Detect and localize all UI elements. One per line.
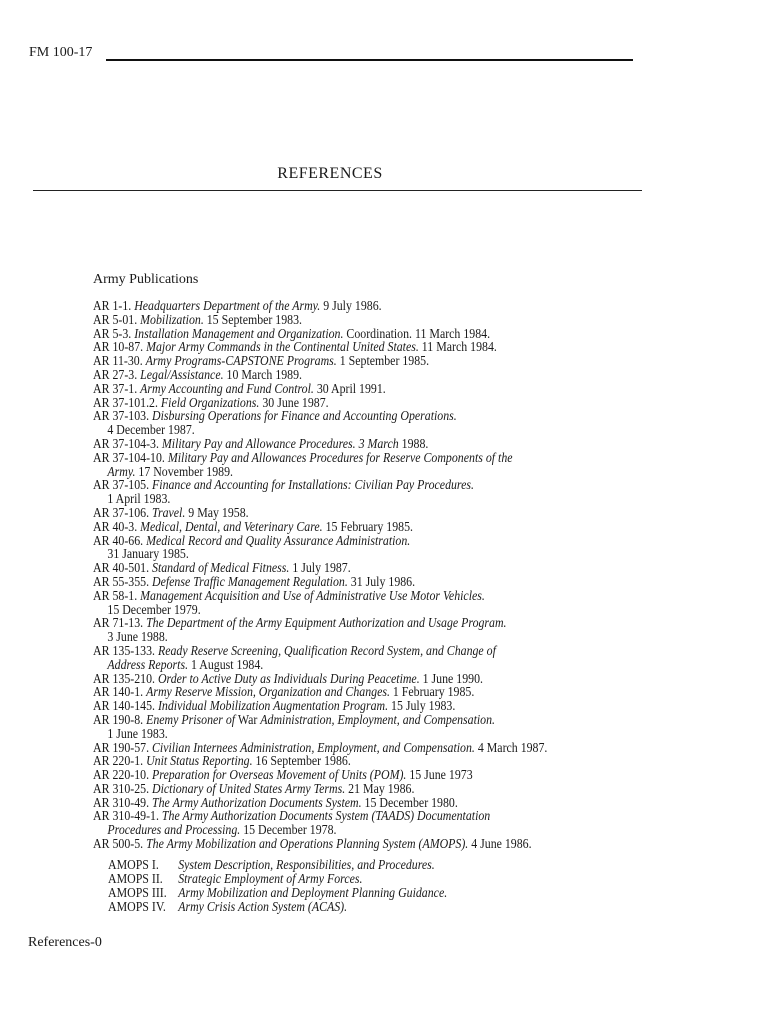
reference-date: 30 April 1991. xyxy=(313,380,386,396)
reference-date: 1 June 1983. xyxy=(107,725,168,741)
reference-entry xyxy=(93,672,561,686)
reference-title: Travel. xyxy=(152,504,186,520)
reference-number: AR 40-66. xyxy=(93,532,147,548)
reference-date: 31 January 1985. xyxy=(107,546,189,562)
reference-title: Major Army Commands in the Continental United States. xyxy=(146,339,419,355)
reference-number: AR 37-103. xyxy=(93,408,153,424)
reference-date: 15 February 1985. xyxy=(322,518,413,534)
reference-title: Medical, Dental, and Veterinary Care. xyxy=(140,518,323,534)
reference-title: Civilian Internees Administration, Employment, and Compensation. xyxy=(152,739,475,755)
reference-entry xyxy=(93,437,561,451)
reference-continuation xyxy=(93,603,561,617)
amops-entry xyxy=(108,858,447,872)
reference-number: AR 310-25. xyxy=(93,780,153,796)
reference-title: Military Pay and Allowance Procedures. 3 March xyxy=(161,435,399,451)
reference-date: 1 June 1990. xyxy=(419,670,483,686)
reference-title: Individual Mobilization Augmentation Program. xyxy=(157,698,389,714)
amops-sublist xyxy=(108,858,485,914)
amops-title: Army Crisis Action System (ACAS). xyxy=(178,899,348,914)
reference-entry xyxy=(93,699,561,713)
reference-title: Disbursing Operations for Finance and Accounting Operations. xyxy=(152,408,457,424)
reference-entry xyxy=(93,354,561,368)
reference-date: 1 April 1983. xyxy=(107,491,171,507)
reference-title: Military Pay and Allowances Procedures for Reserve Components of the xyxy=(167,449,513,465)
reference-title: Headquarters Department of the Army. xyxy=(134,298,321,313)
reference-title: The Army Authorization Documents System (TAADS) Documentation xyxy=(161,808,491,824)
reference-number: AR 37-104-3. xyxy=(93,435,162,451)
reference-title: Field Organizations. xyxy=(160,394,260,410)
reference-title: Army Programs-CAPSTONE Programs. xyxy=(145,353,337,369)
reference-date: 31 July 1986. xyxy=(347,573,416,589)
reference-number: AR 40-3. xyxy=(93,518,141,534)
reference-number: AR 40-501. xyxy=(93,560,153,576)
reference-number: AR 310-49-1. xyxy=(93,808,162,824)
reference-date: War xyxy=(235,711,261,727)
reference-number: AR 5-01. xyxy=(93,311,141,327)
reference-date: 1988. xyxy=(398,435,429,451)
reference-date: 4 March 1987. xyxy=(474,739,548,755)
reference-number: AR 37-104-10. xyxy=(93,449,168,465)
amops-code: AMOPS IV. xyxy=(108,899,166,914)
reference-title: The Department of the Army Equipment Authorization and Usage Program. xyxy=(146,615,507,631)
reference-date: Coordination. 11 March 1984. xyxy=(343,325,491,341)
reference-title: Administration, Employment, and Compensation. xyxy=(260,711,496,727)
reference-entry xyxy=(93,589,561,603)
page-number: References-0 xyxy=(28,935,102,950)
reference-continuation xyxy=(93,492,561,506)
amops-code: AMOPS III. xyxy=(108,885,167,900)
reference-date: 1 July 1987. xyxy=(289,560,351,576)
reference-number: AR 135-210. xyxy=(93,670,158,686)
reference-number: AR 140-1. xyxy=(93,684,147,700)
reference-title: The Army Authorization Documents System. xyxy=(152,794,362,810)
reference-title: Medical Record and Quality Assurance Administration. xyxy=(146,532,411,548)
reference-number: AR 220-1. xyxy=(93,753,147,769)
reference-date: 21 May 1986. xyxy=(345,780,415,796)
reference-entry xyxy=(93,575,561,589)
reference-date: 3 June 1988. xyxy=(107,629,168,645)
amops-code: AMOPS II. xyxy=(108,871,163,886)
reference-date: 15 December 1978. xyxy=(240,822,337,838)
reference-entry xyxy=(93,768,561,782)
reference-entry xyxy=(93,534,561,548)
reference-number: AR 1-1. xyxy=(93,298,135,313)
reference-entry xyxy=(93,782,561,796)
reference-date: 9 July 1986. xyxy=(320,298,382,313)
reference-number: AR 140-145. xyxy=(93,698,158,714)
reference-date: 16 September 1986. xyxy=(252,753,351,769)
reference-title: Finance and Accounting for Installations: Civilian Pay Procedures. xyxy=(152,477,474,493)
reference-entry xyxy=(93,313,561,327)
reference-number: AR 37-1. xyxy=(93,380,141,396)
reference-entry xyxy=(93,796,561,810)
reference-entry xyxy=(93,713,561,727)
reference-entry xyxy=(93,685,561,699)
reference-date: 1 September 1985. xyxy=(336,353,430,369)
reference-title: Address Reports. xyxy=(107,656,189,672)
reference-continuation xyxy=(93,423,561,437)
reference-list xyxy=(93,299,613,851)
reference-date: 10 March 1989. xyxy=(223,366,303,382)
reference-continuation xyxy=(93,630,561,644)
reference-title: Management Acquisition and Use of Administrative Use Motor Vehicles. xyxy=(140,587,485,603)
title-rule xyxy=(33,190,642,191)
reference-entry xyxy=(93,299,561,313)
reference-date: 15 December 1979. xyxy=(107,601,201,617)
reference-date: 15 July 1983. xyxy=(388,698,456,714)
reference-number: AR 37-105. xyxy=(93,477,153,493)
reference-date: 1 August 1984. xyxy=(188,656,264,672)
amops-entry xyxy=(108,872,447,886)
reference-continuation xyxy=(93,547,561,561)
reference-title: Army Reserve Mission, Organization and Changes. xyxy=(146,684,390,700)
reference-continuation xyxy=(93,823,561,837)
header-rule xyxy=(106,59,633,61)
reference-entry xyxy=(93,741,561,755)
reference-number: AR 500-5. xyxy=(93,836,147,852)
reference-date: 30 June 1987. xyxy=(259,394,329,410)
amops-entry xyxy=(108,900,447,914)
reference-title: The Army Mobilization and Operations Planning System (AMOPS). xyxy=(146,836,469,852)
amops-title: System Description, Responsibilities, and Procedures. xyxy=(178,857,435,872)
reference-title: Mobilization. xyxy=(140,311,204,327)
reference-continuation xyxy=(93,727,561,741)
reference-title: Dictionary of United States Army Terms. xyxy=(152,780,346,796)
reference-title: Army Accounting and Fund Control. xyxy=(140,380,314,396)
reference-entry xyxy=(93,837,561,851)
reference-title: Unit Status Reporting. xyxy=(146,753,253,769)
reference-title: Order to Active Duty as Individuals During Peacetime. xyxy=(157,670,420,686)
reference-title: Installation Management and Organization. xyxy=(134,325,344,341)
amops-entry xyxy=(108,886,447,900)
reference-date: 15 December 1980. xyxy=(361,794,458,810)
reference-entry xyxy=(93,478,561,492)
reference-title: Procedures and Processing. xyxy=(107,822,241,838)
reference-entry xyxy=(93,396,561,410)
section-heading: Army Publications xyxy=(93,272,199,287)
reference-entry xyxy=(93,754,561,768)
reference-date: 15 September 1983. xyxy=(203,311,303,327)
reference-entry xyxy=(93,506,561,520)
reference-entry xyxy=(93,809,561,823)
reference-number: AR 190-8. xyxy=(93,711,147,727)
reference-date: 15 June 1973 xyxy=(406,767,473,783)
reference-number: AR 27-3. xyxy=(93,366,141,382)
reference-title: Enemy Prisoner of xyxy=(146,711,236,727)
reference-date: 17 November 1989. xyxy=(135,463,234,479)
reference-date: 11 March 1984. xyxy=(418,339,497,355)
page-title: REFERENCES xyxy=(277,165,383,182)
reference-continuation xyxy=(93,465,561,479)
reference-number: AR 220-10. xyxy=(93,767,153,783)
reference-title: Preparation for Overseas Movement of Units (POM). xyxy=(152,767,407,783)
reference-continuation xyxy=(93,658,561,672)
reference-number: AR 10-87. xyxy=(93,339,147,355)
reference-entry xyxy=(93,382,561,396)
amops-title: Army Mobilization and Deployment Planning Guidance. xyxy=(178,885,448,900)
reference-number: AR 310-49. xyxy=(93,794,153,810)
reference-title: Standard of Medical Fitness. xyxy=(152,560,290,576)
reference-date: 4 June 1986. xyxy=(468,836,532,852)
reference-number: AR 71-13. xyxy=(93,615,147,631)
reference-entry xyxy=(93,520,561,534)
reference-entry xyxy=(93,451,561,465)
reference-date: 4 December 1987. xyxy=(107,422,195,438)
reference-entry xyxy=(93,340,561,354)
reference-title: Defense Traffic Management Regulation. xyxy=(152,573,348,589)
reference-entry xyxy=(93,561,561,575)
reference-entry xyxy=(93,368,561,382)
amops-code: AMOPS I. xyxy=(108,857,159,872)
reference-entry xyxy=(93,327,561,341)
reference-entry xyxy=(93,616,561,630)
reference-date: 1 February 1985. xyxy=(389,684,475,700)
reference-number: AR 135-133. xyxy=(93,642,158,658)
reference-title: Army. xyxy=(107,463,136,479)
reference-entry xyxy=(93,644,561,658)
amops-title: Strategic Employment of Army Forces. xyxy=(178,871,363,886)
document-code: FM 100-17 xyxy=(29,45,93,60)
reference-date: 9 May 1958. xyxy=(185,504,249,520)
reference-number: AR 55-355. xyxy=(93,573,153,589)
reference-title: Legal/Assistance. xyxy=(140,366,224,382)
reference-title: Ready Reserve Screening, Qualification Record System, and Change of xyxy=(157,642,496,658)
reference-number: AR 11-30. xyxy=(93,353,146,369)
reference-number: AR 37-101.2. xyxy=(93,394,161,410)
reference-number: AR 58-1. xyxy=(93,587,141,603)
reference-number: AR 5-3. xyxy=(93,325,135,341)
reference-number: AR 190-57. xyxy=(93,739,153,755)
reference-number: AR 37-106. xyxy=(93,504,153,520)
reference-entry xyxy=(93,409,561,423)
